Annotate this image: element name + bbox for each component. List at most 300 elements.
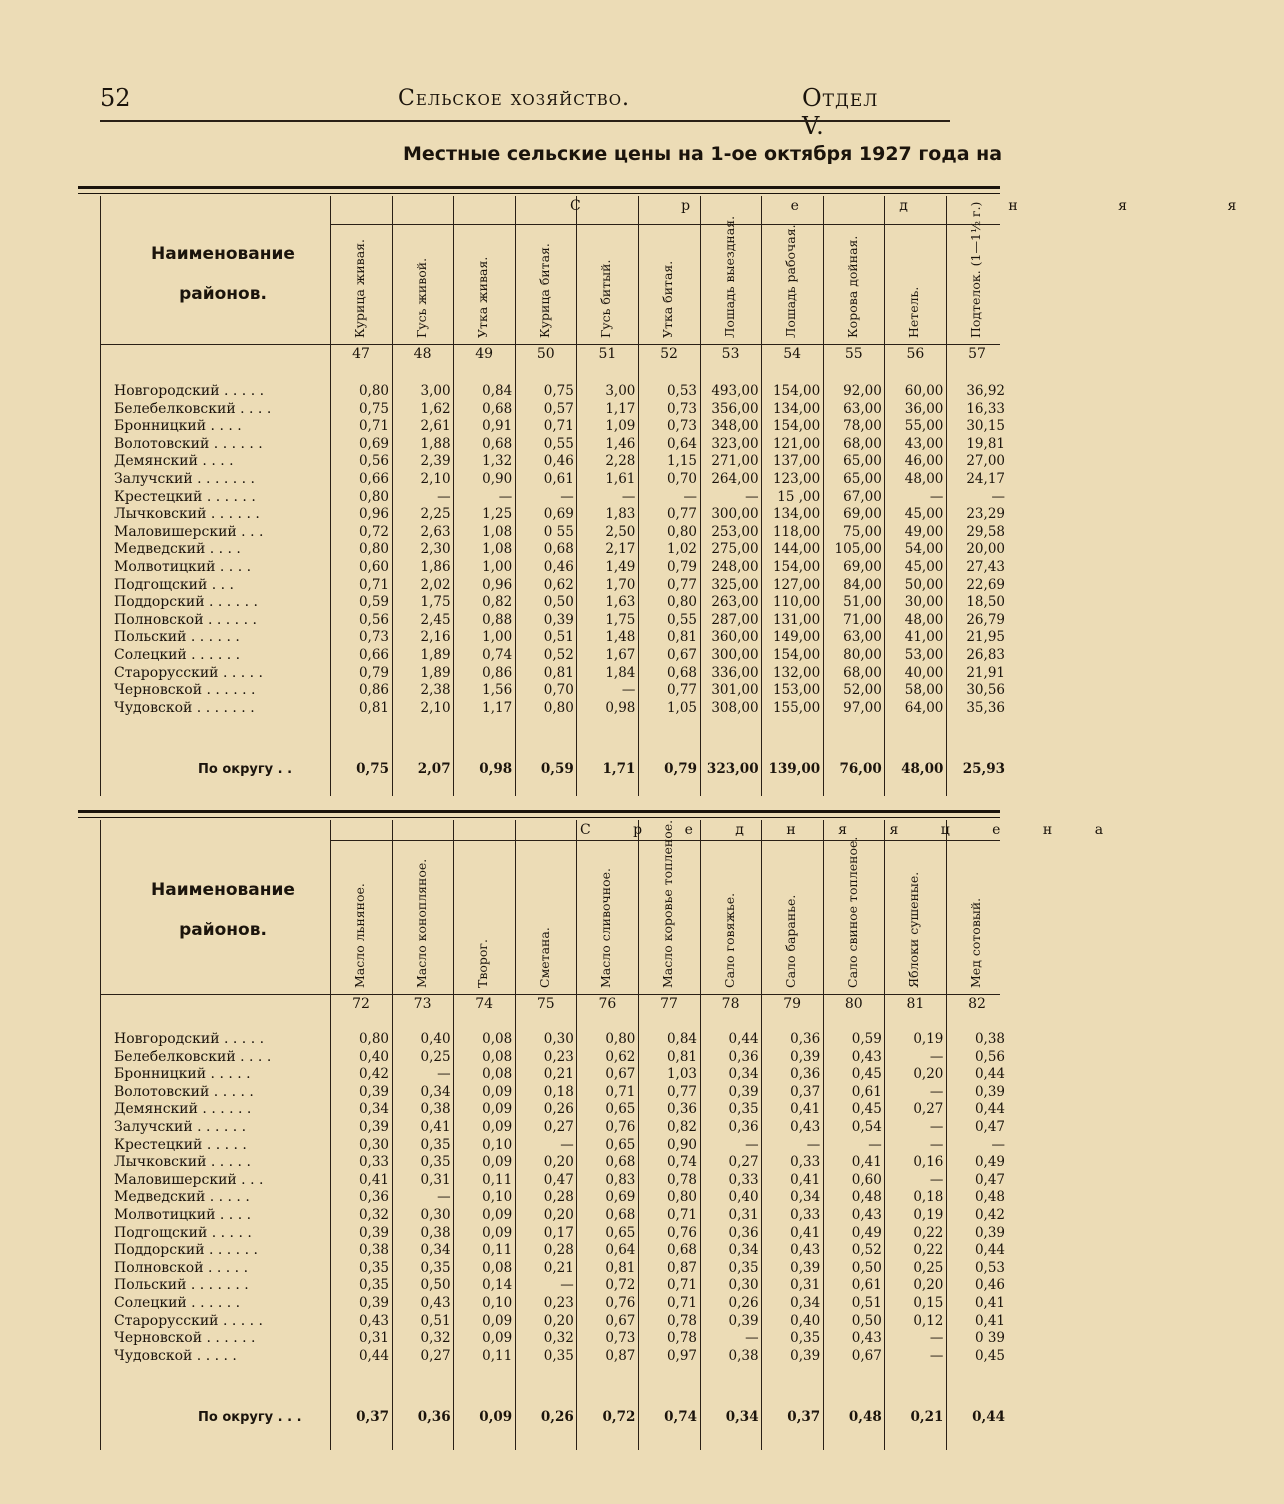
column-number: 77: [660, 996, 678, 1012]
price-cell: 1,62: [420, 400, 451, 417]
price-cell: 55,00: [904, 418, 944, 435]
price-cell: 0,34: [358, 1101, 389, 1118]
price-cell: 493,00: [711, 383, 759, 399]
district-name: Старорусский . . . . .: [114, 664, 263, 681]
total-cell: 0,09: [479, 1409, 513, 1425]
column-number: 76: [598, 996, 617, 1012]
price-cell: 0,20: [543, 1154, 574, 1171]
price-cell: 0,38: [728, 1347, 759, 1364]
price-cell: 0,41: [851, 1154, 882, 1171]
price-cell: 0,80: [666, 523, 697, 540]
price-cell: 0,84: [482, 383, 513, 399]
price-cell: 0,35: [420, 1136, 451, 1153]
price-cell: 1,89: [420, 647, 451, 663]
price-cell: 0,09: [482, 1101, 513, 1118]
price-cell: 0,78: [666, 1312, 697, 1329]
price-cell: 0,39: [358, 1295, 389, 1311]
group-header-rule: [330, 224, 1000, 225]
price-cell: 40,00: [904, 664, 944, 681]
price-cell: 0,49: [974, 1154, 1005, 1171]
price-cell: 0,35: [728, 1259, 759, 1276]
district-name: Подгощский . . .: [114, 576, 234, 593]
price-cell: 0,20: [543, 1312, 574, 1329]
price-cell: 0,67: [851, 1347, 882, 1364]
price-cell: 0,33: [358, 1154, 389, 1171]
price-cell: 75,00: [843, 523, 882, 540]
district-name: Залучский . . . . . . .: [114, 471, 256, 487]
column-number: 48: [413, 346, 432, 362]
price-cell: 0,36: [790, 1066, 821, 1083]
price-cell: 0,70: [543, 682, 574, 699]
district-name: Поддорский . . . . . .: [114, 594, 258, 611]
price-cell: 0,46: [543, 559, 574, 575]
district-name: Молвотицкий . . . .: [114, 559, 252, 575]
price-cell: —: [621, 488, 636, 505]
price-cell: 0,86: [358, 682, 389, 699]
price-cell: 0,08: [482, 1259, 513, 1276]
price-cell: 0,40: [358, 1048, 389, 1065]
price-cell: 54,00: [904, 541, 944, 558]
price-cell: 301,00: [711, 682, 759, 699]
price-cell: 48,00: [904, 611, 944, 628]
price-cell: 0,80: [666, 594, 697, 611]
column-number: 53: [721, 346, 740, 362]
price-cell: 0,40: [728, 1189, 759, 1206]
price-cell: 0,26: [543, 1101, 574, 1118]
price-cell: 0,97: [666, 1347, 697, 1364]
district-name: Бронницкий . . . .: [114, 418, 242, 435]
group-header: С р е д н я я ц е н а: [580, 822, 1123, 838]
price-cell: 69,00: [843, 559, 882, 575]
price-cell: 0,28: [543, 1189, 574, 1206]
price-cell: 2,38: [420, 682, 451, 699]
price-cell: 0,59: [358, 594, 389, 611]
price-cell: 0,21: [543, 1066, 574, 1083]
district-name: Молвотицкий . . . .: [114, 1207, 252, 1223]
price-cell: 1,08: [482, 541, 513, 558]
price-cell: 0,82: [666, 1119, 697, 1135]
price-cell: 0,09: [482, 1119, 513, 1135]
price-cell: 0,68: [605, 1154, 636, 1171]
price-cell: 0,34: [420, 1083, 451, 1100]
price-cell: 1,67: [605, 647, 636, 663]
price-cell: 1,88: [420, 435, 451, 452]
price-cell: 0,47: [974, 1119, 1005, 1135]
price-cell: 0,23: [543, 1295, 574, 1311]
price-cell: 0,75: [358, 400, 389, 417]
price-cell: 1,05: [666, 699, 697, 716]
total-cell: 0,59: [540, 761, 574, 777]
table-top-rule: [78, 810, 1000, 813]
price-cell: 0,75: [543, 383, 574, 399]
price-cell: 0,36: [666, 1101, 697, 1118]
price-cell: 0,56: [974, 1048, 1005, 1065]
price-cell: 0,81: [543, 664, 574, 681]
total-cell: 0,79: [664, 761, 697, 777]
price-cell: 0,39: [790, 1048, 821, 1065]
price-cell: 0,20: [913, 1277, 944, 1294]
column-header: Утка битая.: [660, 260, 675, 338]
price-cell: 0,65: [605, 1224, 636, 1241]
column-header: Гусь битый.: [598, 259, 614, 338]
price-cell: 300,00: [711, 506, 759, 523]
district-name: Крестецкий . . . . .: [114, 1136, 247, 1153]
price-cell: 264,00: [711, 471, 759, 487]
price-cell: 60,00: [904, 383, 944, 399]
price-cell: 0,41: [420, 1119, 451, 1135]
price-cell: 0,46: [974, 1277, 1005, 1294]
price-cell: 0,78: [666, 1330, 697, 1347]
price-cell: 0,77: [666, 506, 697, 523]
district-name: Полновской . . . . .: [114, 1259, 249, 1276]
price-cell: 348,00: [711, 418, 759, 435]
name-column-header: Наименование районов.: [151, 880, 295, 940]
column-header: Курица живая.: [352, 238, 367, 338]
price-cell: 0,09: [482, 1207, 513, 1223]
price-cell: 0,73: [605, 1330, 636, 1347]
price-cell: 0,31: [790, 1277, 821, 1294]
price-cell: 0,76: [605, 1119, 636, 1135]
price-cell: 0,36: [728, 1048, 759, 1065]
price-table-livestock: [78, 186, 1284, 796]
price-cell: 0,27: [728, 1154, 759, 1171]
price-cell: 0,87: [666, 1259, 697, 1276]
price-cell: 18,50: [966, 594, 1005, 611]
total-cell: 0,44: [972, 1409, 1005, 1425]
price-cell: 0,41: [974, 1312, 1005, 1329]
price-cell: 0,90: [482, 471, 513, 487]
column-header: Сало баранье.: [783, 894, 799, 988]
price-cell: 0,55: [543, 435, 574, 452]
price-cell: 0,50: [851, 1312, 882, 1329]
price-cell: 1,08: [482, 523, 513, 540]
price-cell: 0,80: [543, 699, 574, 716]
price-cell: 0,80: [358, 383, 389, 399]
price-cell: 0,96: [482, 576, 513, 593]
total-cell: 0,48: [848, 1409, 882, 1425]
price-cell: 2,28: [605, 453, 636, 470]
district-name: Польский . . . . . . .: [114, 1277, 249, 1294]
price-cell: 0,91: [482, 418, 513, 435]
column-header: Сало говяжье.: [721, 892, 737, 988]
price-cell: 0,86: [482, 664, 513, 681]
price-cell: 0,68: [482, 435, 513, 452]
price-cell: 2,45: [420, 611, 451, 628]
price-cell: 0,08: [482, 1066, 513, 1083]
price-cell: 0,79: [358, 664, 389, 681]
price-cell: 132,00: [772, 664, 821, 681]
price-cell: 0,25: [420, 1048, 451, 1065]
table-top-rule-thin: [78, 817, 1000, 818]
district-name: Новгородский . . . . .: [114, 383, 265, 399]
price-cell: 1,48: [605, 629, 636, 646]
price-cell: 0,74: [666, 1154, 697, 1171]
column-header: Масло коровье топленое.: [660, 819, 675, 988]
column-number: 72: [352, 996, 370, 1012]
total-cell: 0,26: [540, 1409, 574, 1425]
price-cell: 23,29: [966, 506, 1005, 523]
price-cell: 0,22: [913, 1224, 944, 1241]
price-cell: 0,44: [974, 1066, 1005, 1083]
total-cell: 0,72: [602, 1409, 636, 1425]
price-cell: 0,71: [358, 418, 389, 435]
price-cell: 253,00: [711, 523, 759, 540]
price-cell: —: [437, 488, 451, 505]
column-number: 79: [783, 996, 802, 1012]
district-name: Черновской . . . . . .: [114, 682, 256, 699]
column-header: Яблоки сушеные.: [906, 871, 922, 988]
column-header: Гусь живой.: [413, 257, 429, 338]
price-cell: 16,33: [966, 400, 1005, 417]
price-cell: 0,34: [728, 1066, 759, 1083]
price-cell: 0,81: [666, 1048, 697, 1065]
price-cell: 0,45: [851, 1066, 882, 1083]
price-cell: 0,35: [728, 1101, 759, 1118]
price-cell: 0,09: [482, 1312, 513, 1329]
price-cell: —: [498, 488, 513, 505]
district-name: Старорусский . . . . .: [114, 1312, 263, 1329]
price-cell: 0,54: [851, 1119, 882, 1135]
price-cell: 0,25: [913, 1259, 944, 1276]
price-cell: 0,35: [420, 1259, 451, 1276]
price-cell: 71,00: [843, 611, 882, 628]
price-cell: 0,44: [728, 1031, 759, 1047]
total-cell: 0,74: [664, 1409, 697, 1425]
price-cell: 153,00: [772, 682, 821, 699]
price-cell: 0,80: [358, 1031, 389, 1047]
price-cell: 0,41: [974, 1295, 1005, 1311]
total-cell: 76,00: [839, 761, 882, 777]
price-cell: 0,39: [358, 1119, 389, 1135]
price-cell: 0,53: [974, 1259, 1005, 1276]
price-cell: 0,81: [666, 629, 697, 646]
price-cell: 0,77: [666, 576, 697, 593]
price-cell: 154,00: [772, 418, 821, 435]
price-cell: 0,10: [482, 1136, 513, 1153]
price-cell: —: [806, 1136, 821, 1153]
district-name: Медведский . . . .: [114, 541, 241, 558]
price-cell: 0,80: [605, 1031, 636, 1047]
price-cell: —: [991, 488, 1005, 505]
column-header: Корова дойная.: [844, 235, 860, 338]
price-cell: 0,39: [974, 1224, 1005, 1241]
table-left-border: [100, 196, 101, 796]
department-label: Отдел V.: [802, 84, 879, 140]
price-cell: 0,73: [358, 629, 389, 646]
price-cell: 50,00: [904, 576, 944, 593]
price-cell: 0,76: [605, 1295, 636, 1311]
price-cell: 36,92: [966, 383, 1005, 399]
price-cell: 0,76: [666, 1224, 697, 1241]
price-cell: 325,00: [711, 576, 759, 593]
price-cell: 0,39: [358, 1083, 389, 1100]
column-number: 74: [475, 996, 494, 1012]
price-cell: 0,67: [666, 647, 697, 663]
price-cell: 308,00: [711, 699, 759, 716]
price-cell: 0,81: [605, 1259, 636, 1276]
price-cell: 68,00: [843, 664, 882, 681]
price-cell: 0,71: [666, 1277, 697, 1294]
price-cell: —: [929, 1330, 944, 1347]
price-cell: 0,64: [605, 1242, 636, 1259]
price-cell: —: [683, 488, 697, 505]
column-header: Сало свиное топленое.: [844, 836, 860, 988]
price-cell: 0,09: [482, 1330, 513, 1347]
column-number: 55: [844, 346, 863, 362]
price-cell: 1,63: [605, 594, 636, 611]
price-cell: 97,00: [843, 699, 882, 716]
district-name: Новгородский . . . . .: [114, 1031, 265, 1047]
district-name: Демянский . . . . . .: [114, 1101, 252, 1118]
district-name: Полновской . . . . . .: [114, 611, 257, 628]
price-cell: 0,11: [482, 1347, 513, 1364]
price-cell: 3,00: [420, 383, 451, 399]
district-name: Демянский . . . .: [114, 453, 234, 470]
price-cell: 0,34: [790, 1295, 821, 1311]
price-cell: 0,30: [543, 1031, 574, 1047]
price-cell: 0,40: [790, 1312, 821, 1329]
total-cell: 0,37: [356, 1409, 389, 1425]
price-cell: 0,43: [358, 1312, 389, 1329]
price-cell: 134,00: [772, 506, 821, 523]
price-cell: 51,00: [843, 594, 882, 611]
district-name: Маловишерский . . .: [114, 1171, 264, 1188]
price-table-products: [78, 810, 1123, 1450]
price-cell: 0,30: [420, 1207, 451, 1223]
price-cell: —: [621, 682, 636, 699]
price-cell: 0,68: [605, 1207, 636, 1223]
price-cell: 0,44: [358, 1347, 389, 1364]
price-cell: 0,39: [790, 1259, 821, 1276]
price-cell: 30,15: [966, 418, 1005, 435]
price-cell: 0,27: [420, 1347, 451, 1364]
price-cell: 0,46: [543, 453, 574, 470]
price-cell: 0,20: [543, 1207, 574, 1223]
total-cell: 0,21: [910, 1409, 944, 1425]
price-cell: 0,21: [543, 1259, 574, 1276]
district-name: Залучский . . . . . .: [114, 1119, 247, 1135]
price-cell: 134,00: [772, 400, 821, 417]
price-cell: —: [437, 1189, 451, 1206]
price-cell: 78,00: [843, 418, 882, 435]
price-cell: 0,36: [790, 1031, 821, 1047]
price-cell: 0,56: [358, 611, 389, 628]
price-cell: 0,26: [728, 1295, 759, 1311]
column-header: Масло конопляное.: [413, 858, 429, 988]
price-cell: 0,33: [728, 1171, 759, 1188]
price-cell: 0,62: [605, 1048, 636, 1065]
price-cell: 105,00: [834, 541, 882, 558]
price-cell: 0,56: [358, 453, 389, 470]
price-cell: 0,47: [543, 1171, 574, 1188]
table-left-border: [100, 820, 101, 1450]
district-name: Чудовской . . . . . . .: [114, 699, 255, 716]
price-cell: 360,00: [711, 629, 759, 646]
price-cell: 0,57: [543, 400, 574, 417]
price-cell: 2,61: [420, 418, 451, 435]
price-cell: 0,28: [543, 1242, 574, 1259]
price-cell: —: [560, 488, 574, 505]
price-cell: 0,43: [851, 1207, 882, 1223]
price-cell: 64,00: [904, 699, 944, 716]
price-cell: 0,43: [851, 1330, 882, 1347]
price-cell: 22,69: [966, 576, 1005, 593]
price-cell: 0,44: [974, 1242, 1005, 1259]
price-cell: —: [991, 1136, 1005, 1153]
price-cell: 154,00: [772, 559, 821, 575]
price-cell: 0,81: [358, 699, 389, 716]
price-cell: 0,60: [358, 559, 389, 575]
price-cell: 0,32: [358, 1207, 389, 1223]
price-cell: —: [868, 1136, 882, 1153]
price-cell: 0,35: [420, 1154, 451, 1171]
column-number: 49: [475, 346, 494, 362]
price-cell: 1,00: [482, 559, 513, 575]
column-number: 73: [413, 996, 432, 1012]
price-cell: 41,00: [904, 629, 944, 646]
price-cell: 1,75: [420, 594, 451, 611]
price-cell: 29,58: [966, 523, 1005, 540]
column-number: 80: [844, 996, 863, 1012]
price-cell: 19,81: [966, 435, 1005, 452]
price-cell: 0,71: [543, 418, 574, 435]
price-cell: 0,17: [543, 1224, 574, 1241]
price-cell: 248,00: [711, 559, 759, 575]
price-cell: 0,61: [851, 1083, 882, 1100]
price-cell: —: [745, 1330, 759, 1347]
price-cell: 0,41: [790, 1101, 821, 1118]
price-cell: 356,00: [711, 400, 759, 417]
price-cell: —: [745, 488, 759, 505]
price-cell: 0,61: [851, 1277, 882, 1294]
name-column-header: Наименование районов.: [151, 244, 295, 304]
price-cell: 263,00: [711, 594, 759, 611]
total-label: По округу . .: [198, 762, 293, 777]
price-cell: 0,60: [851, 1171, 882, 1188]
price-cell: 2,17: [605, 541, 636, 558]
price-cell: 80,00: [843, 647, 882, 663]
column-number: 47: [352, 346, 370, 362]
price-cell: 0,31: [358, 1330, 389, 1347]
column-header: Творог.: [475, 939, 491, 988]
column-number: 54: [783, 346, 802, 362]
district-name: Бронницкий . . . . .: [114, 1066, 251, 1083]
district-name: Лычковский . . . . . .: [114, 506, 260, 523]
district-name: Поддорский . . . . . .: [114, 1242, 258, 1259]
price-cell: 65,00: [843, 471, 882, 487]
price-cell: 2,10: [420, 699, 451, 716]
price-cell: 0,52: [851, 1242, 882, 1259]
price-cell: 110,00: [772, 594, 821, 611]
price-cell: 0,69: [358, 435, 389, 452]
price-cell: 144,00: [772, 541, 821, 558]
price-cell: 0,39: [790, 1347, 821, 1364]
price-cell: —: [929, 1171, 944, 1188]
price-cell: 2,02: [420, 576, 451, 593]
price-cell: 2,16: [420, 629, 451, 646]
price-cell: 323,00: [711, 435, 759, 452]
price-cell: 35,36: [966, 699, 1005, 716]
price-cell: 287,00: [711, 611, 759, 628]
district-name: Волотовский . . . . . .: [114, 435, 263, 452]
price-cell: 27,00: [966, 453, 1005, 470]
price-cell: 0,34: [728, 1242, 759, 1259]
price-cell: 0,96: [358, 506, 389, 523]
price-cell: 53,00: [904, 647, 944, 663]
price-cell: 0,32: [543, 1330, 574, 1347]
price-cell: 0,80: [358, 541, 389, 558]
column-header: Курица битая.: [536, 243, 552, 338]
